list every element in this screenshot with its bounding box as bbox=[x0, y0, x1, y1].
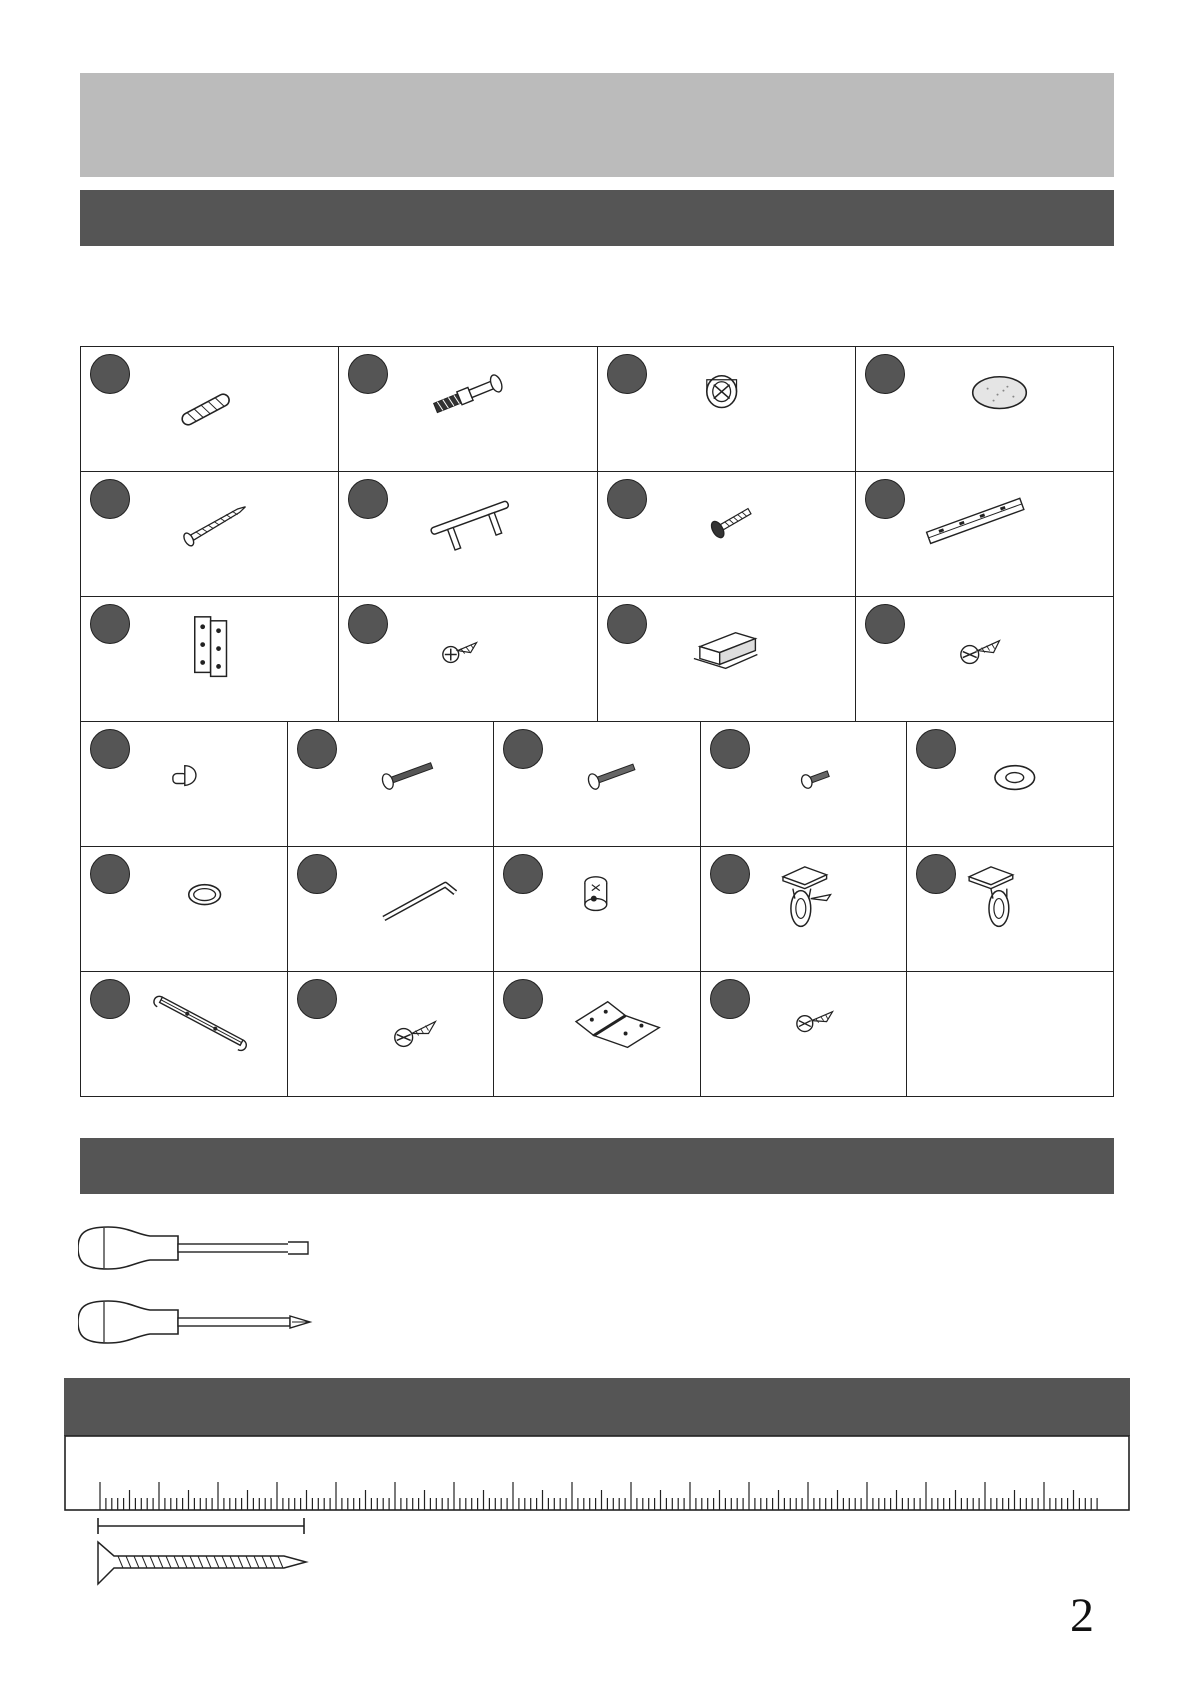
hex-bolt-long-icon bbox=[288, 722, 494, 846]
cam-lock-icon bbox=[598, 347, 855, 471]
measurement-ruler bbox=[64, 1378, 1130, 1512]
section-header-tools bbox=[80, 1138, 1114, 1194]
part-cell bbox=[81, 722, 288, 847]
part-cell bbox=[907, 722, 1114, 847]
part-cell bbox=[598, 347, 856, 472]
parts-row bbox=[80, 847, 1114, 972]
pan-head-screw-icon bbox=[856, 597, 1113, 721]
spring-washer-icon bbox=[81, 847, 287, 971]
section-header-parts bbox=[80, 190, 1114, 246]
part-cell bbox=[907, 847, 1114, 972]
page-number: 2 bbox=[1070, 1589, 1094, 1642]
parts-row bbox=[80, 972, 1114, 1097]
hanging-rail-icon bbox=[81, 972, 287, 1096]
part-cell bbox=[288, 722, 495, 847]
parts-row bbox=[80, 722, 1114, 847]
swivel-caster-icon bbox=[907, 847, 1113, 971]
part-cell bbox=[598, 597, 856, 722]
barrel-nut-icon bbox=[494, 847, 700, 971]
part-cell bbox=[494, 847, 701, 972]
parts-row bbox=[80, 597, 1114, 722]
hex-bolt-medium-icon bbox=[494, 722, 700, 846]
part-cell bbox=[494, 972, 701, 1097]
magnetic-catch-icon bbox=[598, 597, 855, 721]
door-hinge-icon bbox=[81, 597, 338, 721]
part-cell bbox=[288, 972, 495, 1097]
part-cell bbox=[856, 347, 1114, 472]
part-cell bbox=[701, 847, 908, 972]
wood-screw-icon bbox=[288, 972, 494, 1096]
part-cell bbox=[701, 972, 908, 1097]
parts-grid bbox=[80, 346, 1114, 1097]
part-cell bbox=[339, 347, 597, 472]
drawer-slide-icon bbox=[856, 472, 1113, 596]
parts-row bbox=[80, 472, 1114, 597]
title-band bbox=[80, 73, 1114, 177]
screw-gauge-icon bbox=[94, 1514, 314, 1586]
felt-pad-icon bbox=[856, 347, 1113, 471]
phillips-screwdriver-icon bbox=[78, 1298, 318, 1346]
part-cell bbox=[81, 972, 288, 1097]
shelf-pin-icon bbox=[81, 722, 287, 846]
allen-key-icon bbox=[288, 847, 494, 971]
part-cell bbox=[494, 722, 701, 847]
part-cell bbox=[288, 847, 495, 972]
part-cell bbox=[598, 472, 856, 597]
flathead-screwdriver-icon bbox=[78, 1224, 318, 1272]
bar-handle-icon bbox=[339, 472, 596, 596]
part-cell bbox=[856, 597, 1114, 722]
part-cell bbox=[81, 347, 339, 472]
parts-row bbox=[80, 346, 1114, 472]
part-cell bbox=[856, 472, 1114, 597]
part-cell bbox=[339, 472, 597, 597]
part-cell bbox=[339, 597, 597, 722]
long-wood-screw-icon bbox=[81, 472, 338, 596]
wooden-dowel-icon bbox=[81, 347, 338, 471]
cam-bolt-icon bbox=[339, 347, 596, 471]
flat-washer-icon bbox=[907, 722, 1113, 846]
handle-screw-icon bbox=[598, 472, 855, 596]
small-screw-icon bbox=[701, 972, 907, 1096]
short-screw-icon bbox=[339, 597, 596, 721]
part-cell bbox=[701, 722, 908, 847]
brake-caster-icon bbox=[701, 847, 907, 971]
empty-cell bbox=[907, 972, 1114, 1097]
part-cell bbox=[81, 472, 339, 597]
hex-bolt-short-icon bbox=[701, 722, 907, 846]
butt-hinge-icon bbox=[494, 972, 700, 1096]
part-cell bbox=[81, 597, 339, 722]
part-cell bbox=[81, 847, 288, 972]
